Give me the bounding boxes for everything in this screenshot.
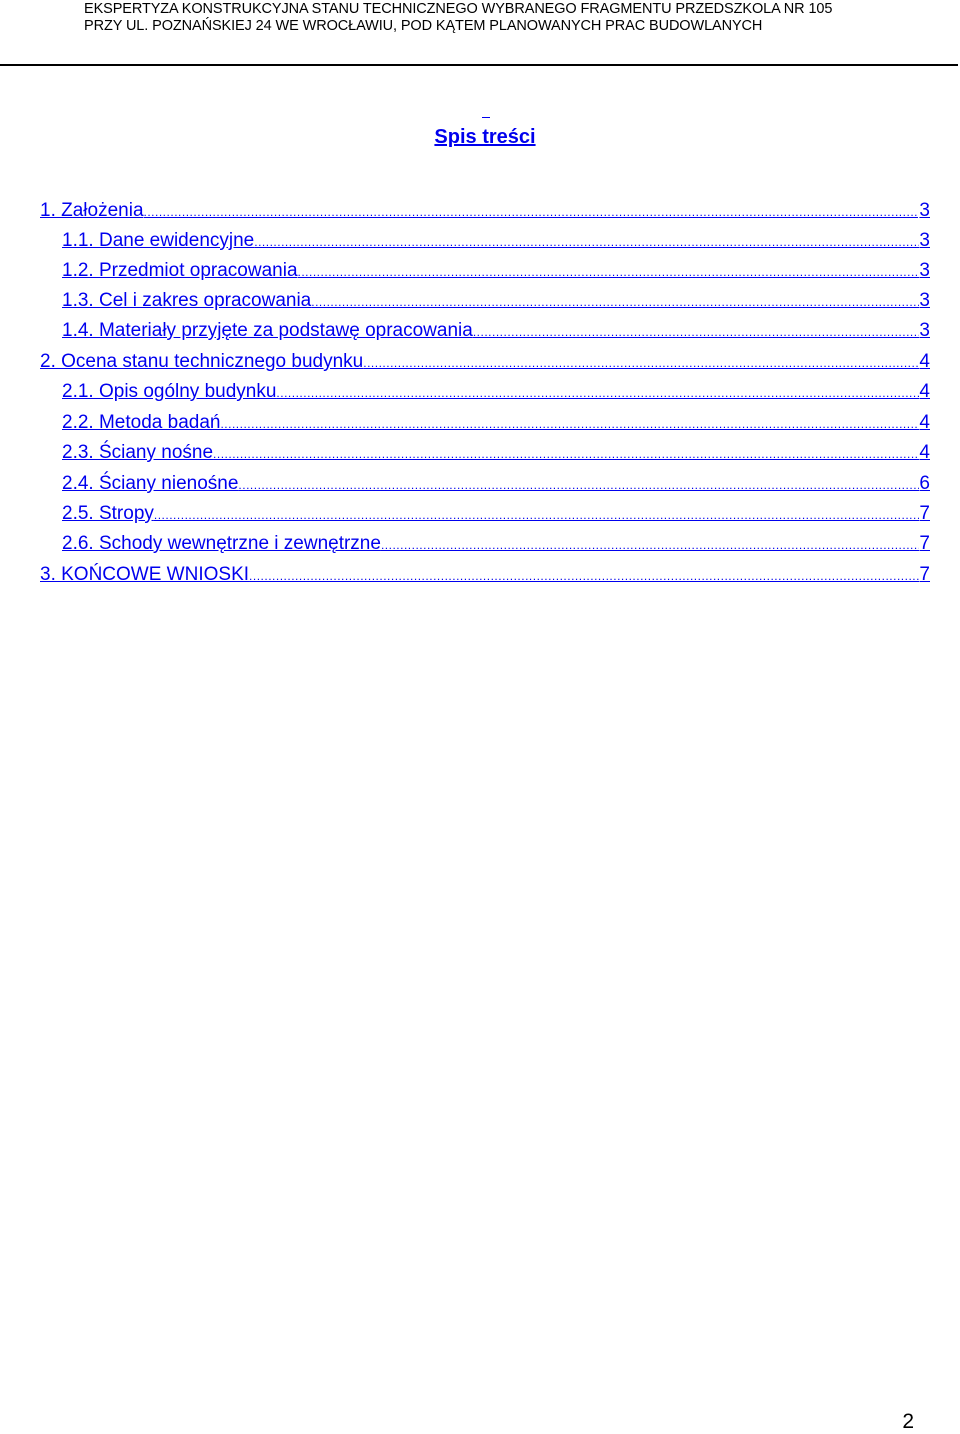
- page-number: 2: [902, 1410, 914, 1433]
- header-line-1: EKSPERTYZA KONSTRUKCYJNA STANU TECHNICZNEGO WYBRANEGO FRAGMENTU PRZEDSZKOLA NR 105: [84, 1, 833, 17]
- toc-entry[interactable]: [62, 317, 930, 347]
- toc-leader-dots: [381, 531, 919, 559]
- toc-leader-dots: [311, 288, 919, 316]
- toc-leader-dots: [220, 410, 919, 438]
- toc-leader-dots: [213, 440, 919, 468]
- toc-entry[interactable]: [40, 197, 930, 227]
- toc-entry-label: 2.6. Schody wewnętrzne i zewnętrzne: [62, 533, 381, 554]
- toc-entry-label: 2.4. Ściany nienośne: [62, 473, 239, 494]
- toc-entry[interactable]: [62, 439, 930, 469]
- toc-entry[interactable]: [62, 257, 930, 287]
- toc-entry-page: 7: [919, 564, 930, 585]
- toc-leader-dots: [254, 228, 919, 256]
- title-anchor-mark: [482, 117, 490, 118]
- toc-leader-dots: [298, 258, 920, 286]
- toc-entry-label: 2.1. Opis ogólny budynku: [62, 381, 277, 402]
- toc-entry-label: 2. Ocena stanu technicznego budynku: [40, 351, 364, 372]
- toc-entry-page: 4: [919, 351, 930, 372]
- toc-entry-page: 7: [919, 533, 930, 554]
- toc-entry-label: 2.2. Metoda badań: [62, 412, 221, 433]
- toc-entry[interactable]: [62, 378, 930, 408]
- toc-entry-page: 3: [919, 320, 930, 341]
- toc-leader-dots: [276, 379, 919, 407]
- toc-entry-page: 4: [919, 381, 930, 402]
- toc-leader-dots: [238, 471, 919, 499]
- toc-entry-page: 7: [919, 503, 930, 524]
- toc-entry[interactable]: [40, 561, 930, 591]
- toc-leader-dots: [154, 501, 920, 529]
- toc-entry[interactable]: [62, 287, 930, 317]
- toc-entry-page: 3: [919, 290, 930, 311]
- toc-leader-dots: [473, 318, 920, 346]
- toc-entry-page: 6: [919, 473, 930, 494]
- toc-entry-page: 4: [919, 442, 930, 463]
- toc-entry-page: 3: [919, 260, 930, 281]
- toc-leader-dots: [249, 562, 919, 590]
- toc-entry-label: 1.3. Cel i zakres opracowania: [62, 290, 312, 311]
- toc-entry-label: 1.1. Dane ewidencyjne: [62, 230, 255, 251]
- toc-entry-page: 4: [919, 412, 930, 433]
- toc-leader-dots: [144, 198, 920, 226]
- toc-entry-page: 3: [919, 200, 930, 221]
- toc-entry[interactable]: [40, 348, 930, 378]
- toc-entry[interactable]: [62, 227, 930, 257]
- toc-leader-dots: [363, 349, 919, 377]
- toc-entry-label: 1. Założenia: [40, 200, 144, 221]
- toc-title[interactable]: Spis treści: [434, 126, 536, 148]
- toc-entry[interactable]: [62, 470, 930, 500]
- toc-entry[interactable]: [62, 500, 930, 530]
- toc-entry[interactable]: [62, 409, 930, 439]
- toc-entry-label: 2.5. Stropy: [62, 503, 154, 524]
- toc-entry[interactable]: [62, 530, 930, 560]
- toc-entry-label: 1.2. Przedmiot opracowania: [62, 260, 298, 281]
- toc-entry-page: 3: [919, 230, 930, 251]
- toc-entry-label: 2.3. Ściany nośne: [62, 442, 214, 463]
- document-header: [0, 0, 958, 66]
- toc-entry-label: 3. KOŃCOWE WNIOSKI: [40, 564, 250, 585]
- header-line-2: PRZY UL. POZNAŃSKIEJ 24 WE WROCŁAWIU, POD KĄTEM PLANOWANYCH PRAC BUDOWLANYCH: [84, 18, 763, 34]
- toc-entry-label: 1.4. Materiały przyjęte za podstawę opracowania: [62, 320, 473, 341]
